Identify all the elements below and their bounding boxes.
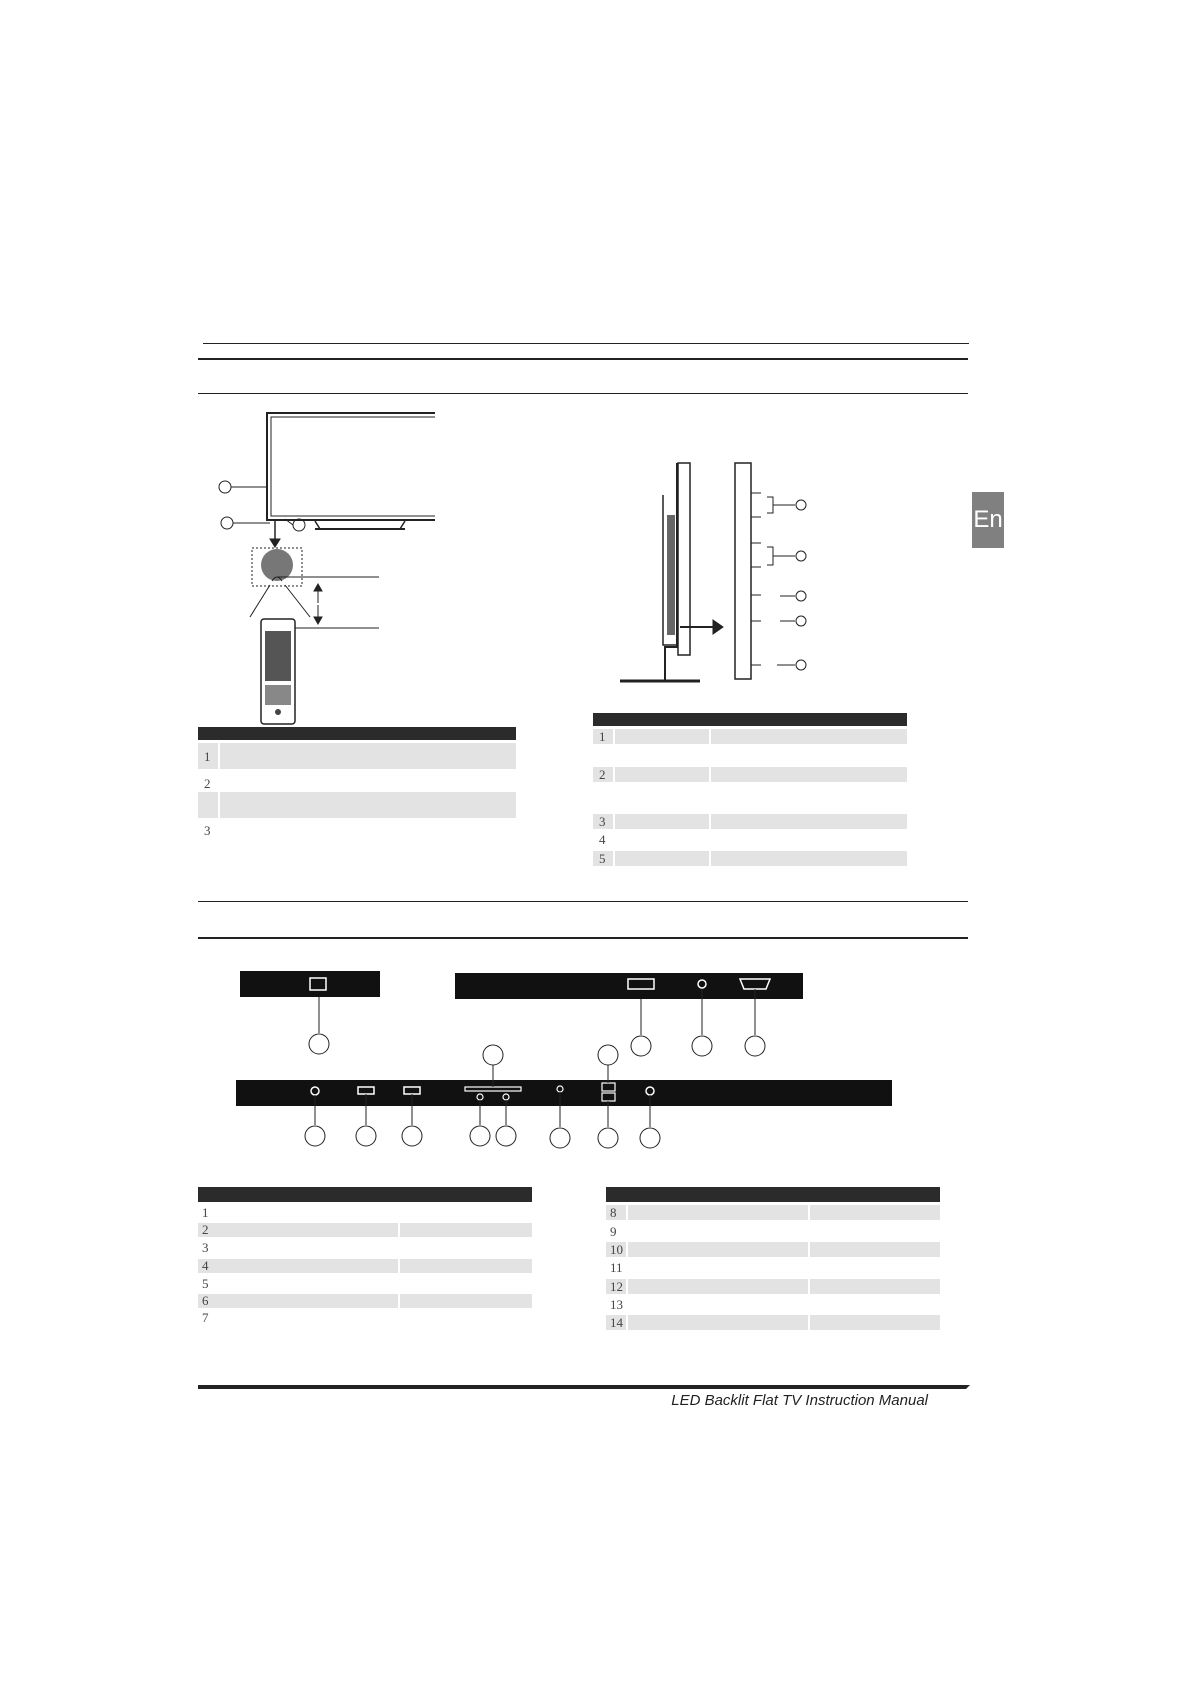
- table-divider: [398, 1223, 400, 1237]
- callout-lines: [219, 481, 305, 531]
- table-row: [606, 1242, 940, 1257]
- table-divider: [398, 1259, 400, 1273]
- rear-connectors-table-left: [198, 1187, 532, 1327]
- table-cell: [615, 814, 709, 829]
- section-rule-1-top: [198, 358, 968, 360]
- row-number: 4: [599, 832, 606, 847]
- table-header: [593, 713, 907, 726]
- side-controls-table: [593, 713, 907, 866]
- table-cell: [615, 767, 709, 782]
- table-divider: [626, 1205, 628, 1220]
- row-number: 8: [610, 1205, 617, 1220]
- footer-manual-title: LED Backlit Flat TV Instruction Manual: [671, 1392, 928, 1409]
- table-row: [198, 1223, 532, 1237]
- table-row: [606, 1279, 940, 1294]
- table-divider: [626, 1242, 628, 1257]
- row-number: 13: [610, 1297, 623, 1312]
- table-row: [220, 792, 516, 818]
- table-cell: [615, 851, 709, 866]
- side-view-diagram: [615, 455, 835, 685]
- table-divider: [808, 1315, 810, 1330]
- front-view-diagram: [195, 405, 435, 735]
- rear-connectors-table-right: [606, 1187, 940, 1337]
- table-header: [198, 1187, 532, 1202]
- section-rule-2-top: [198, 901, 968, 902]
- side-panel-detail: [735, 463, 806, 679]
- row-number: 11: [610, 1260, 623, 1275]
- connector-panel-upper: [455, 973, 803, 999]
- row-number: 7: [202, 1310, 209, 1325]
- row-number: 1: [202, 1205, 209, 1220]
- row-number: 4: [202, 1258, 209, 1273]
- table-header: [606, 1187, 940, 1202]
- remote-control-illustration: [261, 619, 295, 724]
- row-number: 2: [204, 776, 211, 791]
- rear-connectors-diagram: [230, 965, 910, 1160]
- table-row: [606, 1315, 940, 1330]
- table-cell: [711, 767, 907, 782]
- table-row: [198, 1259, 532, 1273]
- row-number: 3: [599, 814, 606, 829]
- table-cell: [711, 851, 907, 866]
- row-number: 2: [202, 1222, 209, 1237]
- table-divider: [626, 1315, 628, 1330]
- table-divider: [808, 1279, 810, 1294]
- table-cell: [711, 814, 907, 829]
- table-cell: [615, 729, 709, 744]
- row-number: 9: [610, 1224, 617, 1239]
- table-divider: [808, 1242, 810, 1257]
- row-number: 3: [202, 1240, 209, 1255]
- row-number: 5: [202, 1276, 209, 1291]
- table-row-number-cell: [198, 792, 218, 818]
- row-number: 12: [610, 1279, 623, 1294]
- table-row: [220, 743, 516, 769]
- table-row: [606, 1205, 940, 1220]
- section-rule-2-bottom: [198, 937, 968, 939]
- tv-side-illustration: [620, 463, 723, 681]
- table-divider: [398, 1294, 400, 1308]
- table-row: [198, 1294, 532, 1308]
- table-divider: [626, 1279, 628, 1294]
- connector-panel-power: [240, 971, 380, 997]
- row-number: 14: [610, 1315, 623, 1330]
- callout-markers: [305, 989, 765, 1148]
- row-number: 2: [599, 767, 606, 782]
- sensor-detail: [250, 520, 379, 628]
- table-header: [198, 727, 516, 740]
- row-number: 3: [204, 823, 211, 838]
- section-rule-1-bottom: [198, 393, 968, 394]
- front-controls-table: [198, 727, 516, 837]
- table-divider: [808, 1205, 810, 1220]
- footer-rule: [198, 1384, 970, 1390]
- row-number: 1: [204, 749, 211, 764]
- row-number: 6: [202, 1293, 209, 1308]
- row-number: 5: [599, 851, 606, 866]
- row-number: 1: [599, 729, 606, 744]
- table-cell: [711, 729, 907, 744]
- top-rule-thin: [203, 343, 969, 344]
- connector-panel-lower: [236, 1080, 892, 1106]
- row-number: 10: [610, 1242, 623, 1257]
- tv-front-illustration: [267, 413, 435, 529]
- language-tab: En: [972, 492, 1004, 548]
